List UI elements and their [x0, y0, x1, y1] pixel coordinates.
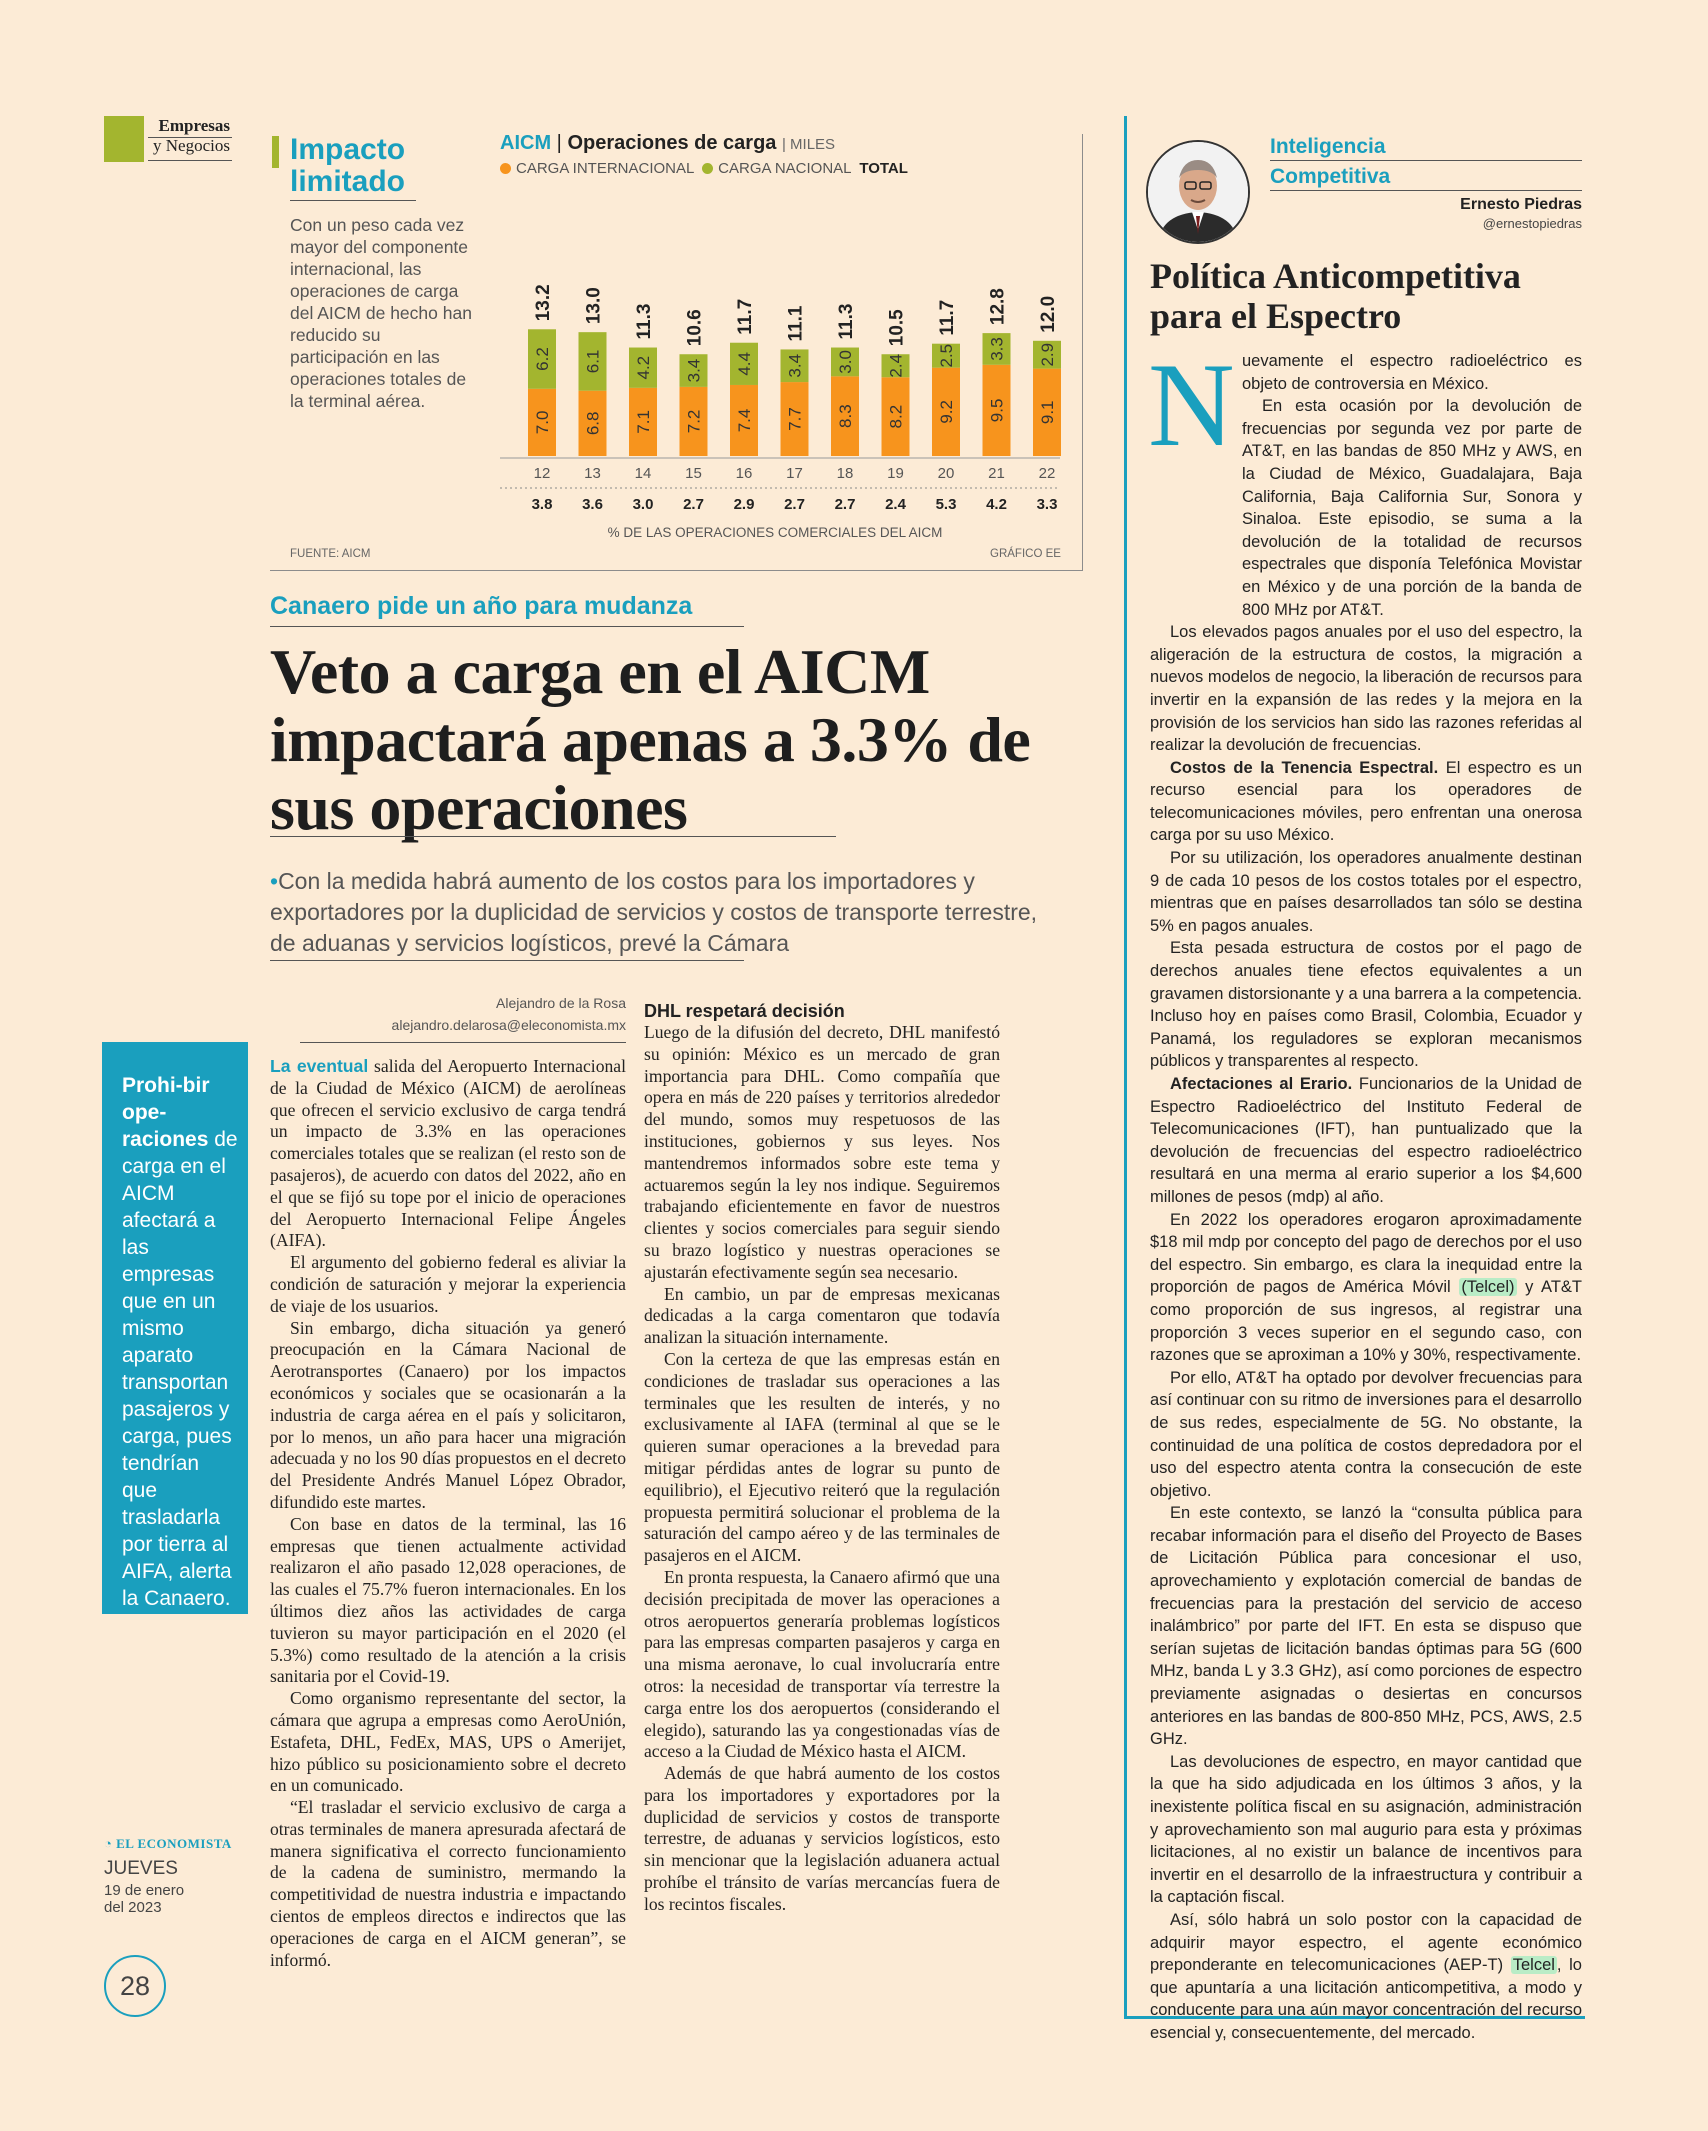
label-total: 10.6: [684, 309, 706, 347]
author-name: Alejandro de la Rosa: [496, 995, 626, 1011]
label-total: 11.3: [836, 303, 857, 340]
x-tick-label: 22: [1038, 465, 1056, 482]
highlight-telcel: Telcel: [1512, 1956, 1555, 1975]
legend-dot-national: [702, 163, 713, 174]
article-column-1: [270, 1056, 626, 1971]
label-total: 11.7: [937, 299, 958, 336]
column-name: Inteligencia Competitiva: [1270, 135, 1391, 188]
label-international: 7.0: [533, 410, 552, 435]
label-total: 13.2: [533, 284, 554, 322]
paragraph: Por ello, AT&T ha optado por devolver frecuencias para así continuar con su ritmo de inversiones para el desarrollo de sus redes, especialmente de 5G. No obstante, la continuidad de una política de costos depredadora por el uso del espectro atenta contra la consecución de este objetivo.: [1150, 1368, 1582, 1500]
label-international: 9.5: [987, 398, 1007, 423]
paragraph: Como organismo representante del sector, la cámara que agrupa a empresas como AeroUnión, Estafeta, DHL, FedEx, MAS, UPS o Amerijet, hizo público su posicionamiento sobre el decreto en un comunicado.: [270, 1688, 626, 1796]
paragraph: Afectaciones al Erario. Funcionarios de la Unidad de Espectro Radioeléctrico del Instituto Federal de Telecomunicaciones (IFT), han puntualizado que la devolución de frecuencias del espectro radioeléctrico resultará en una merma al erario superior a los $4,600 millones de pesos (mdp) al año.: [1150, 1075, 1582, 1206]
paragraph: Además de que habrá aumento de los costos para los importadores y exportadores por la duplicidad de servicios y costos de transporte terrestre, de aduanas y servicios logísticos, esto sin mencionar que la legislación aduanera actual prohíbe el tránsito de varías mercancías fuera de los recintos fiscales.: [644, 1763, 1000, 1914]
x-tick-label: 18: [836, 465, 854, 482]
x-tick-label: 19: [887, 465, 904, 482]
label-national: 3.4: [684, 358, 704, 383]
chart-header-aicm: AICM: [500, 132, 552, 154]
label-national: 6.1: [583, 349, 603, 374]
label-total: 11.1: [785, 305, 807, 342]
x-tick-label: 16: [735, 465, 753, 482]
pull-quote-lead: Prohi-bir ope-raciones: [122, 1074, 210, 1151]
page-number: 28: [104, 1955, 166, 2017]
sidebar-pull-quote: [102, 1042, 248, 1614]
share-label: 3.0: [632, 496, 654, 513]
label-national: 3.4: [785, 353, 805, 378]
paragraph: Por su utilización, los operadores anualmente destinan 9 de cada 10 pesos de los costos totales por el espectro, mientras que en países desarrollados tan sólo se destina 5% en pagos anuales.: [1150, 849, 1582, 935]
paragraph: “El trasladar el servicio exclusivo de carga a otras terminales de manera apresurada afectará de manera significativa el correcto funcionamiento de la cadena de suministro, mermando la competitividad de nuestra industria e impactando cientos de empleos directos e indirectos que las operaciones de carga en el AICM generan”, se informó.: [270, 1797, 626, 1970]
share-label: 5.3: [935, 496, 957, 513]
legend-national: CARGA NACIONAL: [718, 160, 851, 177]
chart-header: [500, 132, 835, 155]
label-national: 4.2: [634, 355, 653, 380]
x-tick-label: 15: [685, 465, 702, 482]
paragraph: Sin embargo, dicha situación ya generó preocupación en la Cámara Nacional de Aerotransportes (Canaero) por los impactos económicos y sociales que se ocasionarán a la industria de carga aérea en el país y solicitaron, por lo menos, un año para hacer una migración adecuada y no los 90 días propuestos en el decreto del Presidente Andrés Manuel López Obrador, difundido este martes.: [270, 1317, 626, 1512]
lead-words: La eventual: [270, 1056, 369, 1076]
label-total: 11.7: [735, 298, 756, 335]
column-handle[interactable]: @ernestopiedras: [1482, 216, 1582, 231]
chart-header-separator: |: [556, 132, 562, 154]
share-label: 2.9: [733, 496, 755, 513]
share-label: 2.4: [885, 496, 906, 513]
label-total: 12.8: [987, 288, 1009, 326]
legend-international: CARGA INTERNACIONAL: [516, 160, 694, 177]
opinion-body: [1148, 338, 1583, 2045]
chart-box-title: Impacto limitado: [290, 133, 406, 198]
label-international: 6.8: [583, 411, 603, 436]
section-tab: [104, 116, 232, 162]
x-tick-label: 17: [786, 465, 803, 482]
share-label: 3.8: [531, 496, 553, 513]
label-international: 8.2: [886, 404, 906, 429]
issue-day: JUEVES: [104, 1858, 178, 1879]
paragraph: Luego de la difusión del decreto, DHL manifestó su opinión: México es un mercado de gran importancia para DHL. Como compañía que opera en más de 220 países y territorios alrededor del mundo, somos muy respetuosos de las instituciones, gobiernos y sus leyes. Nos mantendremos informados sobre este tema y actuaremos según la ley nos indique. Seguiremos trabajando eficientemente en favor de nuestros clientes y socios comerciales para seguir siendo su brazo logístico y nuestras operaciones se ajustarán efectivamente según sea necesario.: [644, 1022, 1000, 1282]
highlight-telcel: (Telcel): [1461, 1278, 1515, 1297]
chart-legend: [500, 160, 908, 177]
label-international: 9.1: [1038, 400, 1057, 425]
section-name: Empresas: [158, 116, 230, 135]
author-email[interactable]: alejandro.delarosa@eleconomista.mx: [391, 1017, 626, 1033]
label-total: 10.5: [886, 309, 908, 347]
legend-dot-international: [500, 163, 511, 174]
label-total: 11.3: [634, 303, 655, 340]
label-national: 3.3: [987, 337, 1007, 361]
label-national: 4.4: [735, 352, 754, 376]
paragraph: La eventual salida del Aeropuerto Internacional de la Ciudad de México (AICM) de aerolíneas que ofrecen el servicio exclusivo de carga tendrá un impacto de 3.3% en las operaciones comerciales totales que se realizan (el resto son de pasajeros), de acuerdo con datos del 2022, año en el que se fijó su tope por el inicio de operaciones del Aeropuerto Internacional Felipe Ángeles (AIFA).: [270, 1056, 626, 1251]
article-headline: Veto a carga en el AICM impactará apenas a 3.3% de sus operaciones: [270, 636, 1031, 843]
label-total: 12.0: [1038, 295, 1059, 333]
subheading: DHL respetará decisión: [644, 1001, 845, 1021]
x-tick-label: 21: [988, 465, 1005, 482]
label-national: 2.4: [886, 353, 906, 378]
stacked-bar-chart: [500, 180, 1070, 545]
issue-date: 19 de enero del 2023: [104, 1882, 185, 1916]
x-tick-label: 14: [634, 465, 652, 482]
legend-total: TOTAL: [859, 160, 908, 177]
x-tick-label: 20: [937, 465, 955, 482]
chart-header-title: Operaciones de carga: [567, 132, 777, 154]
paragraph: Con base en datos de la terminal, las 16 empresas que tienen actualmente actividad realizaron el año pasado 12,028 operaciones, de las cuales el 75.7% fueron internacionales. En los últimos diez años las actividades de carga tuvieron su mayor participación en el 2020 (el 5.3%) como resultado de la atención a la crisis sanitaria por el Covid-19.: [270, 1513, 626, 1687]
paragraph: En pronta respuesta, la Canaero afirmó que una decisión precipitada de mover las operaciones a otros aeropuertos generaría problemas logísticos para las empresas comparten pasajeros y carga en una misma aeronave, lo cual involucraría entre otros: la necesidad de transportar vía terrestre la carga entre los dos aeropuertos (considerando el elegido), saturando las ya congestionadas vías de acceso a la Ciudad de México hasta el AICM.: [644, 1566, 1000, 1762]
share-label: 3.6: [582, 496, 603, 513]
drop-cap: N: [1148, 338, 1235, 471]
paragraph: uevamente el espectro radioeléctrico es objeto de controversia en México.: [1242, 352, 1582, 393]
chart-credit: GRÁFICO EE: [990, 548, 1061, 560]
label-international: 7.7: [785, 407, 805, 431]
share-caption: % DE LAS OPERACIONES COMERCIALES DEL AICM: [607, 525, 943, 540]
paragraph: En cambio, un par de empresas mexicanas dedicadas a la carga comentaron que todavía analizan la situación internamente.: [644, 1283, 1000, 1348]
label-total: 13.0: [583, 287, 605, 325]
paragraph: En esta ocasión por la devolución de frecuencias por segunda vez por parte de AT&T, en las bandas de 850 MHz y AWS, en la Ciudad de México, Guadalajara, Baja California, Baja California Sur, Sonora y Sinaloa. Este episodio, se suma a la devolución de la totalidad de recursos espectrales que disponía Telefónica Movistar en México y de una porción de la banda de 800 MHz por AT&T.: [1242, 397, 1582, 619]
paragraph: Costos de la Tenencia Espectral. El espectro es un recurso esencial para los operadores de telecomunicaciones móviles, pero enfrentan una onerosa carga por su uso México.: [1150, 758, 1583, 845]
share-label: 4.2: [986, 496, 1007, 513]
section-color-block: [104, 116, 144, 162]
share-label: 2.7: [784, 496, 805, 513]
chart-title-accent: [272, 136, 279, 168]
newspaper-brand: ◔ EL ECONOMISTA: [104, 1836, 232, 1851]
paragraph: Las devoluciones de espectro, en mayor cantidad que la que ha sido adjudicada en los últimos 3 años, y la inexistente política fiscal en su asignación, administración y aprovechamiento son mal augurio para esta y próximas licitaciones, al no existir un balance de incentivos para invertir en el desarrollo de la infraestructura y contribuir a la captación fiscal.: [1150, 1752, 1582, 1907]
article-column-2: [644, 1000, 1000, 1916]
label-international: 8.3: [836, 404, 855, 428]
brand-icon: ◔: [104, 1836, 117, 1851]
label-international: 7.2: [684, 409, 704, 434]
chart-source: FUENTE: AICM: [290, 548, 371, 560]
label-international: 9.2: [937, 400, 956, 424]
author-avatar: [1146, 140, 1250, 244]
paragraph: En 2022 los operadores erogaron aproximadamente $18 mil mdp por concepto del pago de derechos por el uso del espectro. Sin embargo, es clara la inequidad entre la proporción de pagos de América Móvil (Telcel) y AT&T como proporción de sus ingresos, al registrar una proporción 3 veces superior en el segundo caso, con razones que se aproximan a 10% y 30%, respectivamente.: [1150, 1210, 1583, 1365]
paragraph: Con la certeza de que las empresas están en condiciones de trasladar sus operaciones a las terminales que les resulten de interés, y no exclusivamente al IAFA (terminal al que se le quieren sumar operaciones a la brevedad para mitigar pérdidas antes de lograr su punto de equilibrio), el Ejecutivo reiteró que la regulación propuesta permitirá solucionar el problema de la saturación del campo aéreo y de las terminales de pasajeros en el AICM.: [644, 1348, 1000, 1566]
label-national: 6.2: [533, 347, 552, 371]
chart-header-units: | MILES: [781, 136, 836, 153]
share-label: 3.3: [1036, 496, 1058, 513]
pull-quote-text: de carga en el AICM afectará a las empresas que en un mismo aparato transportan pasajeros y carga, pues tendrían que trasladarla por tierra al AIFA, alerta la Canaero.: [122, 1128, 238, 1610]
column-author: Ernesto Piedras: [1460, 196, 1582, 213]
article-summary: •Con la medida habrá aumento de los costos para los importadores y exportadores por la duplicidad de servicios y costos de transporte terrestre, de aduanas y servicios logísticos, prevé la Cámara: [270, 868, 1038, 956]
x-tick-label: 13: [584, 465, 601, 482]
label-national: 2.5: [937, 343, 956, 368]
column-title: Política Anticompetitiva para el Espectro: [1150, 256, 1521, 336]
label-international: 7.4: [735, 408, 754, 433]
chart-description: Con un peso cada vez mayor del componente internacional, las operaciones de carga del AICM de hecho han reducido su participación en las operaciones totales de la terminal aérea.: [290, 215, 472, 411]
paragraph: Los elevados pagos anuales por el uso del espectro, la aligeración de la estructura de costos, la migración a nuevos modelos de negocio, la liberación de recursos para invertir en la expansión de las redes y la mejora en la provisión de los servicios han sido las razones referidas al realizar la devolución de frecuencias.: [1150, 623, 1582, 755]
article-kicker: Canaero pide un año para mudanza: [270, 592, 693, 620]
section-subname: y Negocios: [153, 136, 230, 155]
paragraph: El argumento del gobierno federal es aliviar la condición de saturación y mejorar la experiencia de viaje de los usuarios.: [270, 1252, 626, 1316]
paragraph: Así, sólo habrá un solo postor con la capacidad de adquirir mayor espectro, el agente económico preponderante en telecomunicaciones (AEP-T) Telcel , lo que apuntaría a una licitación anticompetitiva, a modo y conducente para una aún mayor concentración del recurso esencial y, consecuentemente, del mercado.: [1150, 1910, 1582, 2042]
x-tick-label: 12: [533, 465, 551, 482]
label-national: 2.9: [1038, 342, 1057, 367]
label-national: 3.0: [836, 350, 855, 374]
paragraph: Esta pesada estructura de costos por el pago de derechos anuales tiene efectos equivalentes a un gravamen distorsionante y a una barrera a la competencia. Incluso hoy en países como Brasil, Colombia, Ecuador y Panamá, los reguladores se exploran mecanismos públicos y transparentes al respecto.: [1150, 939, 1582, 1071]
share-label: 2.7: [683, 496, 704, 513]
share-label: 2.7: [834, 496, 856, 513]
label-international: 7.1: [634, 410, 653, 434]
article-byline: [340, 992, 626, 1036]
paragraph: En este contexto, se lanzó la “consulta pública para recabar información para el diseño del Proyecto de Bases de Licitación Pública para concesionar el uso, aprovechamiento y explotación comercial de bandas de frecuencias para la prestación del servicio de acceso inalámbrico” por parte del IFT. En esta se dispuso que serían sujetas de licitación bandas óptimas para 5G (600 MHz, banda L y 3.3 GHz), así como porciones de espectro previamente asignadas o desiertas en concursos anteriores en las bandas de 800-850 MHz, PCS, AWS, 2.5 GHz.: [1150, 1504, 1582, 1749]
